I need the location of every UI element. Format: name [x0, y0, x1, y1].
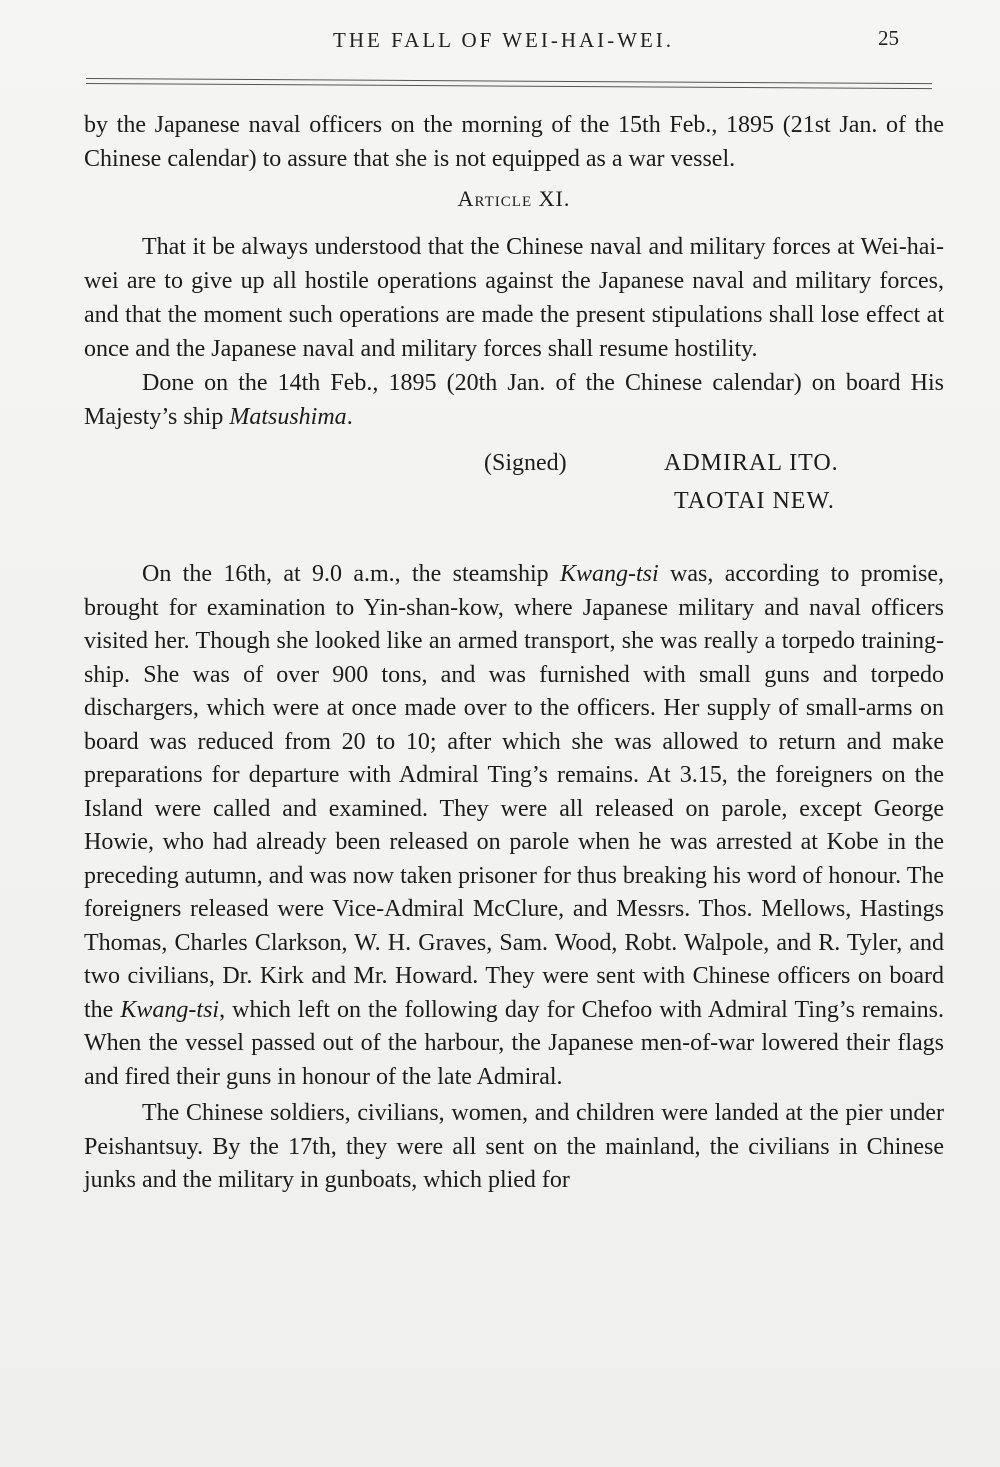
- done-on-text: Done on the 14th Feb., 1895 (20th Jan. of the Chinese calendar) on board His Majesty’s ship: [84, 370, 944, 430]
- narrative-section: [84, 558, 944, 1198]
- chinese-soldiers-paragraph: The Chinese soldiers, civilians, women, and children were landed at the pier under Peishantsuy. By the 17th, they were all sent on the mainland, the civilians in Chinese junks and the military in gunboats, which plied for: [84, 1100, 944, 1193]
- continued-paragraph: by the Japanese naval officers on the morning of the 15th Feb., 1895 (21st Jan. of the Chinese calendar) to assure that she is not equipped as a war vessel.: [84, 112, 944, 172]
- kwang-tsi-text-c: , which left on the following day for Chefoo with Admiral Ting’s remains. When the vessel passed out of the harbour, the Japanese men-of-war lowered their flags and fired their guns in honour of the late Admiral.: [84, 996, 944, 1090]
- kwang-tsi-text-b: was, according to promise, brought for examination to Yin-shan-kow, where Japanese military and naval officers visited her. Though she looked like an armed transport, she was really a torpedo training-ship. She was of over 900 tons, and was furnished with small guns and torpedo dischargers, which were at once made over to the officers. Her supply of small-arms on board was reduced from 20 to 10; after which she was allowed to return and make preparations for departure with Admiral Ting’s remains. At 3.15, the foreigners on the Island were called and examined. They were all released on parole, except George Howie, who had already been released on parole when he was arrested at Kobe in the preceding autumn, and was now taken prisoner for thus breaking his word of honour. The foreigners released were Vice-Admiral McClure, and Messrs. Thos. Mellows, Hastings Thomas, Charles Clarkson, W. H. Graves, Sam. Wood, Robt. Walpole, and R. Tyler, and two civilians, Dr. Kirk and Mr. Howard. They were sent with Chinese officers on board the: [84, 561, 944, 1023]
- article-paragraph: That it be always understood that the Chinese naval and military forces at Wei-hai-wei are to give up all hostile operations against the Japanese naval and military forces, and that the moment such operations are made the present stipulations shall lose effect at once and the Japanese naval and military forces shall resume hostility.: [84, 234, 944, 362]
- kwang-tsi-text-a: On the 16th, at 9.0 a.m., the steamship: [142, 561, 560, 587]
- done-on-end: .: [346, 404, 353, 430]
- ship-name-kwang-tsi: Kwang-tsi: [560, 561, 659, 587]
- signed-label: (Signed): [484, 450, 567, 476]
- signer-taotai-new: TAOTAI NEW.: [674, 488, 835, 514]
- page-body: [84, 108, 944, 1198]
- ship-name-matsushima: Matsushima: [229, 404, 347, 430]
- header-double-rule: [86, 78, 932, 89]
- done-on-paragraph: [84, 366, 944, 434]
- article-heading: Article XI.: [457, 186, 571, 211]
- running-title: THE FALL OF WEI-HAI-WEI.: [333, 28, 675, 52]
- signer-admiral-ito: ADMIRAL ITO.: [664, 450, 839, 476]
- ship-name-kwang-tsi-second: Kwang-tsi: [120, 996, 220, 1023]
- signature-block: [84, 438, 944, 522]
- kwang-tsi-paragraph: [84, 558, 944, 1094]
- running-head: [0, 22, 1000, 62]
- page-number: 25: [878, 26, 899, 50]
